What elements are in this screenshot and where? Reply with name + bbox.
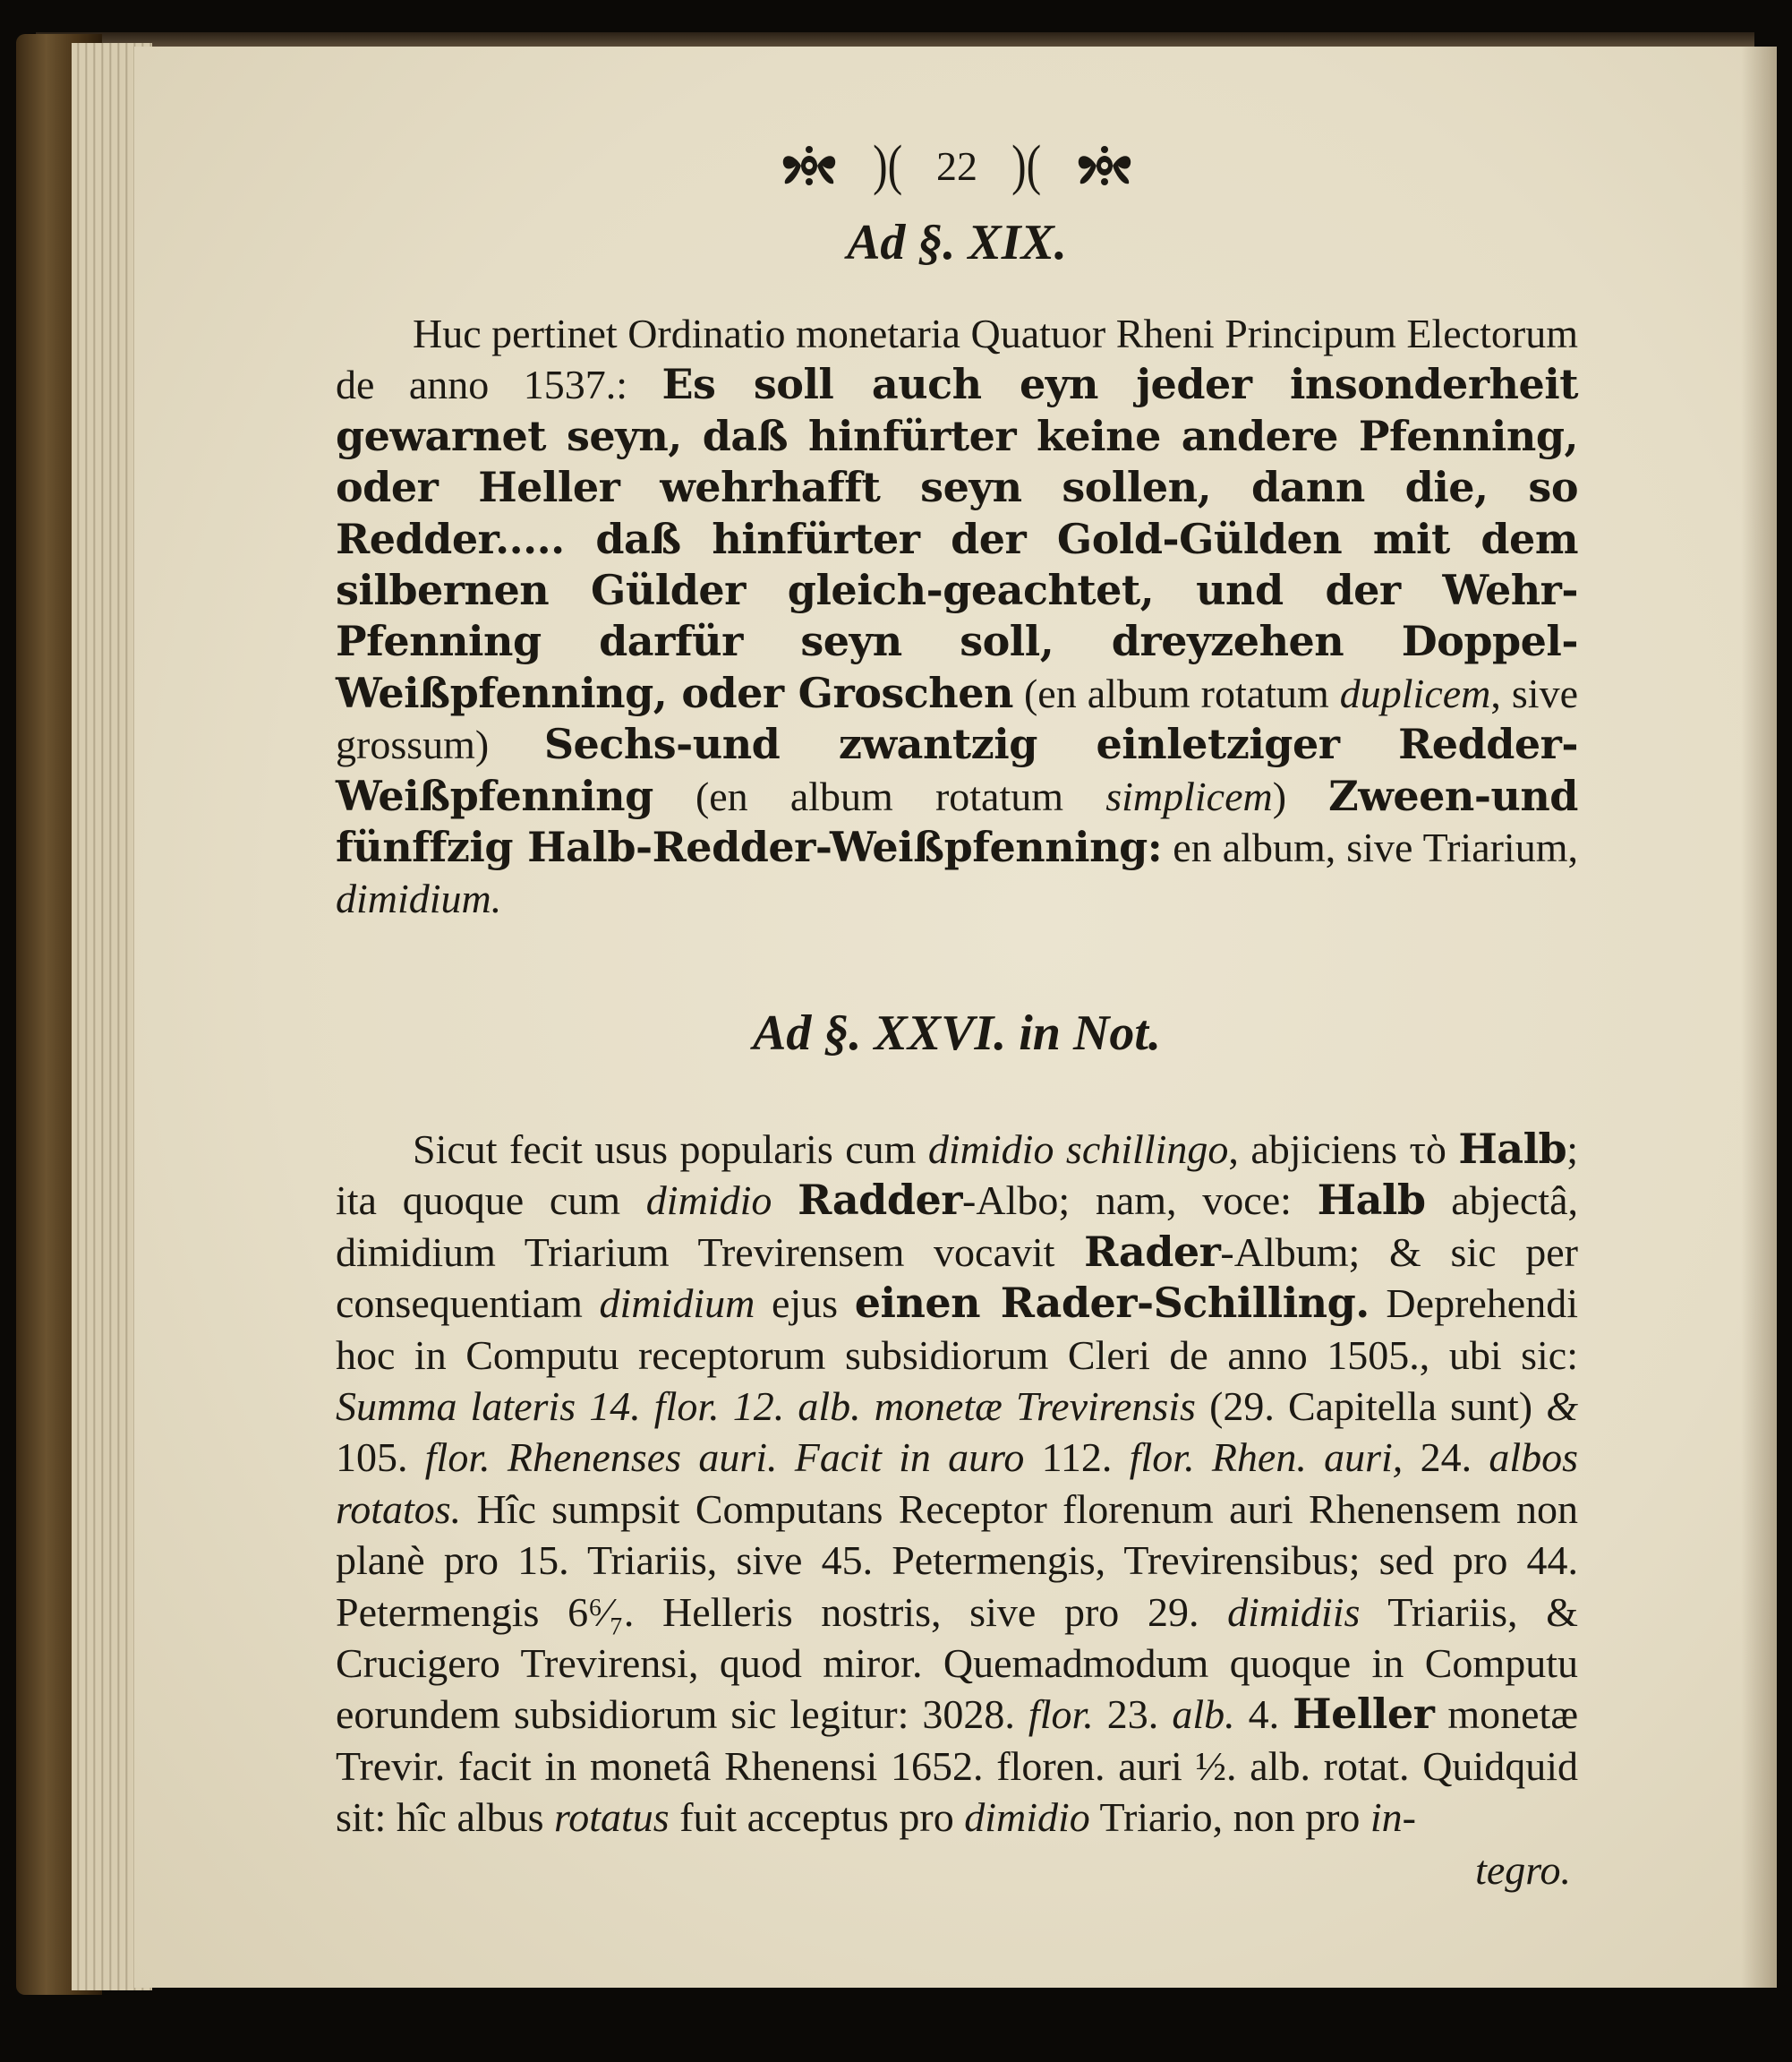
page-number: 22 [936,142,977,189]
fleuron-ornament-icon [1075,144,1134,187]
roman-text: en album, sive Triarium, [1162,825,1578,871]
header-bracket-left: )( [872,134,902,196]
roman-text: Huc pertinet Ordinatio monetaria Quatuor Rheni Principum Electorum de anno 1537.: [336,311,1578,408]
roman-text: 24. [1403,1434,1489,1481]
roman-text: ; ita quoque cum [336,1125,1578,1224]
roman-text: fuit acceptus pro [669,1794,965,1841]
italic-text: flor. [1028,1691,1094,1738]
section-2-body [336,1124,1578,1844]
italic-text: dimidiis [1227,1588,1361,1635]
italic-text: dimidio [964,1794,1090,1841]
italic-text: simplicem [1105,773,1273,819]
roman-text: monetæ Trevir. facit in monetâ Rhenensi 1652. floren. auri ½. alb. rotat. Quidquid sit: hîc albus [336,1691,1578,1841]
blackletter-text: Zween-und fünffzig Halb-Redder-Weißpfenning: [336,771,1578,872]
italic-text: in- [1370,1794,1417,1841]
header-bracket-right: )( [1011,134,1042,196]
blackletter-text: Halb [1458,1124,1567,1173]
roman-text: (29. Capitella sunt) [1195,1382,1547,1429]
page-shadow [1741,47,1777,1988]
blackletter-text: Sechs-und zwantzig einletziger Redder-Weißpfenning [336,720,1578,820]
blackletter-text: Halb [1317,1176,1426,1225]
page-content [336,125,1578,1895]
blackletter-text: Rader [1084,1227,1221,1276]
roman-text: -Album; & sic per consequentiam [336,1228,1578,1327]
italic-text: albos rotatos. [336,1434,1579,1532]
italic-text: Summa lateris 14. flor. 12. alb. monetæ Trevirensis [336,1382,1196,1429]
blackletter-text: einen Rader-Schilling. [854,1279,1370,1328]
italic-text: rotatus [554,1794,670,1841]
roman-text: -Albo; nam, voce: [962,1177,1318,1224]
roman-text [772,1177,798,1223]
roman-text: ejus [755,1280,855,1327]
roman-text: 23. [1093,1691,1173,1738]
roman-text: Triariis, & Crucigero Trevirensi, quod miror. Quemadmodum quoque in Computu eorundem subsidiorum sic legitur: 3028. [336,1588,1578,1738]
roman-text: , abjiciens τὸ [1228,1125,1459,1172]
roman-text: abjectâ, dimidium Triarium Trevirensem vocavit [336,1177,1578,1275]
roman-text: (en album rotatum [653,773,1106,819]
roman-text: 4. [1234,1691,1293,1738]
running-header [336,125,1578,206]
blackletter-text: Radder [798,1176,963,1225]
italic-text: flor. Rhenenses auri. Facit in auro [424,1434,1025,1481]
italic-text: dimidio schillingo [927,1125,1229,1172]
blackletter-text: Heller [1293,1690,1435,1739]
italic-text: flor. Rhen. auri, [1129,1434,1404,1481]
fleuron-ornament-icon [780,144,839,187]
section-2-title: Ad §. XXVI. in Not. [753,1005,1161,1061]
roman-text: ) [1272,773,1329,819]
italic-text: dimidium. [336,876,502,922]
section-1-body [336,308,1578,925]
roman-text: Hîc sumpsit Computans Receptor florenum auri Rhenensem non planè pro 15. Triariis, sive 45. Petermengis, Trevirensibus; sed pro 44. Petermengis 6⁶⁄₇. Helleris nostris, sive pro 29. [336,1485,1578,1635]
roman-text: , sive grossum) [336,670,1578,768]
roman-text: Sicut fecit usus popularis cum [413,1125,928,1172]
roman-text: Triario, non pro [1089,1794,1370,1841]
italic-text: dimidium [599,1280,755,1327]
section-1-title: Ad §. XIX. [847,215,1067,270]
italic-text: dimidio [645,1177,772,1224]
italic-text: duplicem [1339,670,1491,716]
blackletter-text: Es soll auch eyn jeder insonderheit gewarnet seyn, daß hinfürter keine andere Pfenning, oder Heller wehrhafft seyn sollen, dann die, so Redder..... daß hinfürter der Gold-Gülden mit dem silbernen Gülder gleich-geachtet, und der Wehr-Pfenning darfür seyn soll, dreyzehen Doppel-Weißpfenning, oder Groschen [336,360,1578,717]
catchword: tegro. [1475,1846,1571,1893]
italic-text: & [1546,1382,1579,1429]
roman-text: 112. [1024,1434,1130,1481]
roman-text: (en album rotatum [1012,670,1340,716]
italic-text: alb. [1172,1691,1235,1738]
roman-text: 105. [336,1434,425,1481]
roman-text: Deprehendi hoc in Computu receptorum subsidiorum Cleri de anno 1505., ubi sic: [336,1280,1578,1378]
